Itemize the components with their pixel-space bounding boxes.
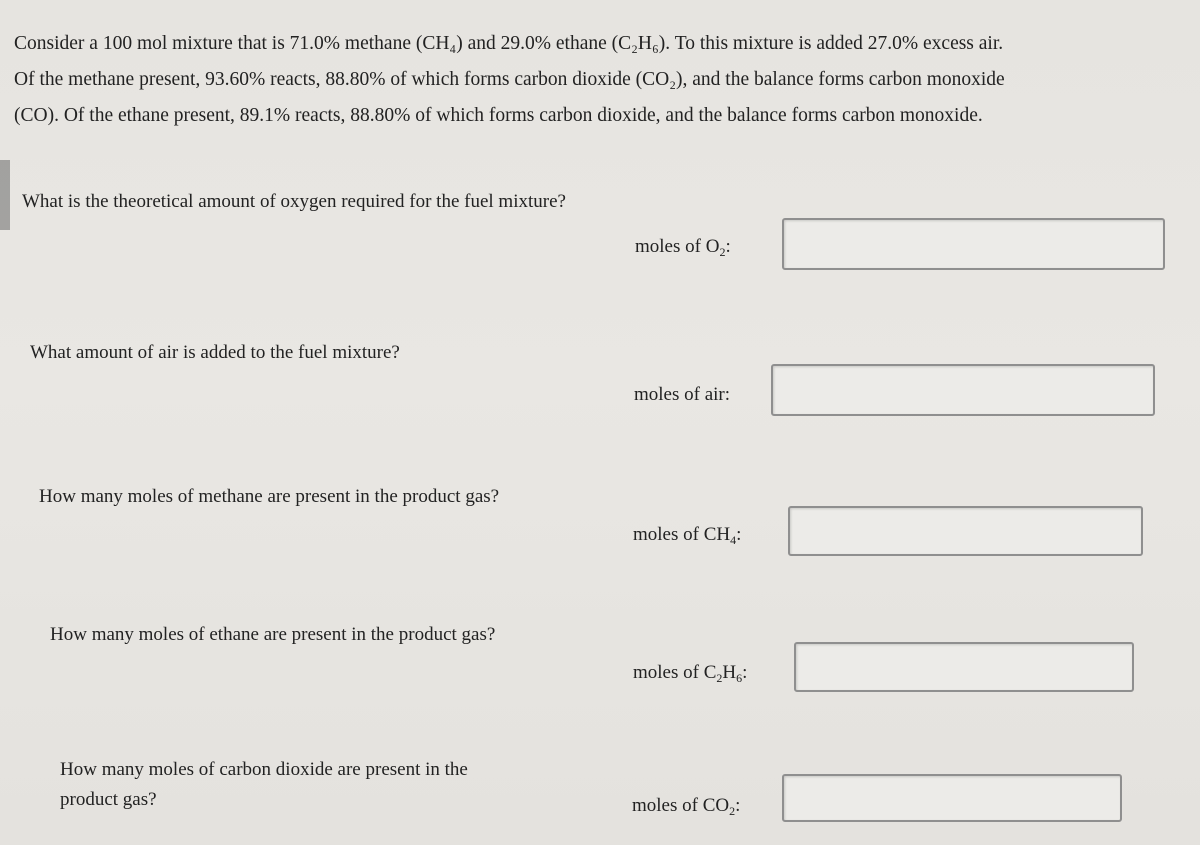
question-carbon-dioxide: How many moles of carbon dioxide are present in the product gas? — [60, 759, 468, 810]
answer-label-carbon-dioxide — [632, 795, 740, 817]
label-text: moles of air: — [634, 384, 731, 405]
answer-label-methane — [633, 524, 741, 546]
label-text: moles of C — [633, 662, 717, 683]
oxygen-moles-input[interactable] — [782, 218, 1165, 270]
label-text: moles of O — [635, 236, 720, 257]
air-moles-input[interactable] — [771, 364, 1155, 416]
carbon-dioxide-moles-input[interactable] — [782, 774, 1122, 822]
question-ethane: How many moles of ethane are present in the product gas? — [50, 624, 496, 645]
problem-statement — [14, 26, 1194, 134]
label-mid: H — [722, 662, 737, 683]
question-air: What amount of air is added to the fuel mixture? — [30, 342, 400, 363]
problem-line-2: Of the methane present, 93.60% reacts, 88.80% of which forms carbon dioxide (CO₂), and the balance forms carbon monoxide — [14, 69, 1005, 90]
label-colon: : — [742, 662, 748, 683]
answer-label-ethane — [633, 662, 747, 684]
label-text: moles of CO — [632, 795, 730, 816]
label-subscript: 2 — [719, 245, 726, 259]
label-colon: : — [735, 795, 741, 816]
ethane-moles-input[interactable] — [794, 642, 1134, 692]
label-text: moles of CH — [633, 524, 731, 545]
problem-line-3: (CO). Of the ethane present, 89.1% reacts, 88.80% of which forms carbon dioxide, and the balance forms carbon monoxide. — [14, 105, 983, 126]
left-edge-artifact — [0, 160, 10, 230]
methane-moles-input[interactable] — [788, 506, 1143, 556]
question-methane: How many moles of methane are present in the product gas? — [39, 486, 500, 507]
label-subscript: 2 — [716, 671, 723, 685]
label-subscript-2: 6 — [736, 671, 743, 685]
question-oxygen: What is the theoretical amount of oxygen required for the fuel mixture? — [22, 191, 566, 212]
label-colon: : — [725, 236, 731, 257]
label-colon: : — [736, 524, 742, 545]
label-subscript: 4 — [730, 533, 737, 547]
answer-label-oxygen — [635, 236, 731, 258]
problem-line-1: Consider a 100 mol mixture that is 71.0% methane (CH₄) and 29.0% ethane (C₂H₆). To this mixture is added 27.0% excess air. — [14, 33, 1004, 54]
answer-label-air — [634, 384, 730, 406]
label-subscript: 2 — [729, 804, 736, 818]
